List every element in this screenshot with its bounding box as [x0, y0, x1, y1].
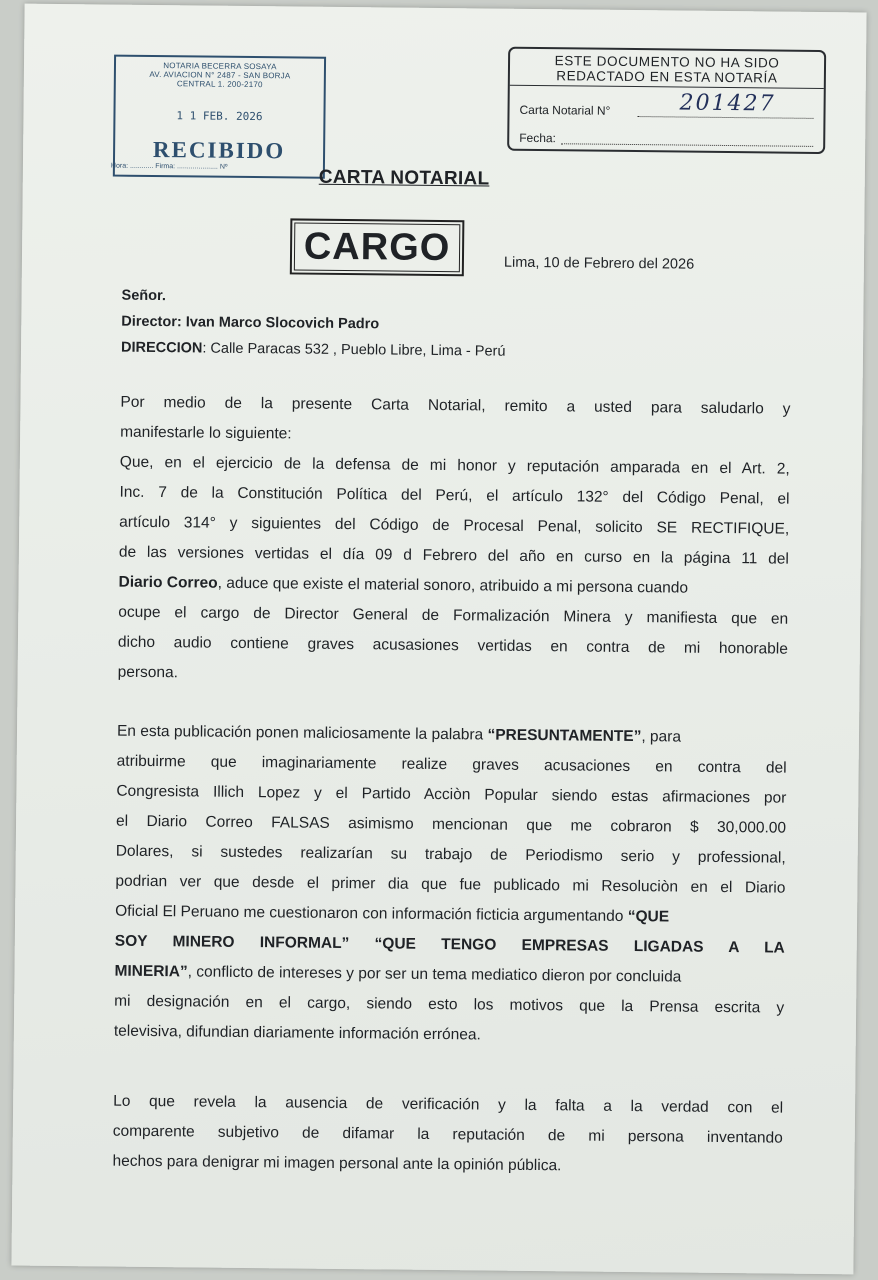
body-line: comparente subjetivo de difamar la reputación de mi persona inventando — [112, 1122, 783, 1147]
stamp-notary-name: NOTARIA BECERRA SOSAYA — [163, 61, 277, 72]
letter-number-line — [637, 116, 813, 119]
body-line-text: , para — [641, 728, 682, 746]
letter-number-label: Carta Notarial N° — [519, 102, 611, 118]
letter-number-handwritten: 201427 — [679, 90, 776, 117]
notary-notice-box — [507, 47, 826, 154]
emphasis-text: “QUE — [627, 907, 670, 926]
recipient-address — [121, 340, 506, 360]
body-line: persona. — [117, 663, 179, 682]
body-line: Que, en el ejercicio de la defensa de mi honor y reputación amparada en el Art. 2, — [119, 453, 790, 478]
newspaper-name: Diario Correo — [118, 573, 218, 592]
body-line: Por medio de la presente Carta Notarial, remito a usted para saludarlo y — [120, 393, 791, 418]
body-line: de las versiones vertidas el día 09 d Febrero del año en curso en la página 11 del — [118, 543, 789, 568]
director-name: Ivan Marco Slocovich Padro — [185, 314, 380, 333]
body-line: Inc. 7 de la Constitución Política del Perú, el artículo 132° del Código Penal, el — [119, 483, 790, 508]
body-paragraph-2 — [114, 717, 787, 1054]
place-date: Lima, 10 de Febrero del 2026 — [503, 254, 695, 273]
body-line: Lo que revela la ausencia de verificación y la falta a la verdad con el — [113, 1092, 784, 1117]
document-heading: CARTA NOTARIAL — [318, 166, 490, 190]
body-line: Dolares, si sustedes realizarían su trabajo de Periodismo serio y professional, — [115, 842, 786, 867]
body-line: mi designación en el cargo, siendo esto los motivos que la Prensa escrita y — [114, 992, 785, 1017]
body-paragraph-3 — [112, 1087, 783, 1184]
address-label: DIRECCION — [120, 339, 203, 357]
date-field-line — [561, 143, 813, 147]
recipient-director — [121, 314, 379, 333]
date-field-label: Fecha: — [519, 130, 557, 146]
cargo-stamp — [290, 218, 465, 276]
body-line: atribuirme que imaginariamente realize graves acusaciones en contra del — [116, 752, 787, 777]
body-line-text: , aduce que existe el material sonoro, atribuido a mi persona cuando — [217, 574, 689, 597]
body-line: artículo 314° y siguientes del Código de Procesal Penal, solicito SE RECTIFIQUE, — [119, 513, 790, 538]
body-line: el Diario Correo FALSAS asimismo mencionan que me cobraron $ 30,000.00 — [115, 812, 787, 837]
body-line: ocupe el cargo de Director General de Formalización Minera y manifiesta que en — [118, 603, 789, 628]
stamp-notary-address: AV. AVIACION N° 2487 - SAN BORJA — [149, 69, 291, 81]
letter-page — [11, 4, 866, 1275]
emphasis-text: “PRESUNTAMENTE” — [487, 726, 642, 746]
stamp-header — [116, 61, 324, 90]
director-label: Director: — [121, 313, 182, 331]
salutation: Señor. — [121, 287, 166, 305]
body-line: podrian ver que desde el primer dia que fue publicado mi Resoluciòn en el Diario — [115, 872, 786, 897]
stamp-footer: Hora: ............ Firma: ..................... Nº — [110, 162, 228, 171]
received-stamp — [110, 55, 326, 179]
notice-line-1: ESTE DOCUMENTO NO HA SIDO — [554, 53, 780, 71]
emphasis-text: MINERIA” — [114, 962, 188, 981]
body-line-text: En esta publicación ponen maliciosamente la palabra — [116, 722, 488, 744]
body-line: Congresista Illich Lopez y el Partido Acciòn Popular siendo estas afirmaciones por — [116, 782, 787, 807]
body-line: dicho audio contiene graves acusasiones vertidas en contra de mi honorable — [117, 633, 789, 658]
stamp-date: 1 1 FEB. 2026 — [176, 109, 263, 124]
stamp-notary-phone: CENTRAL 1. 200-2170 — [176, 79, 263, 90]
stamp-status: RECIBIDO — [152, 136, 286, 164]
body-line: televisiva, difundian diariamente información errónea. — [113, 1022, 481, 1044]
body-line-emphasis: SOY MINERO INFORMAL” “QUE TENGO EMPRESAS LIGADAS A LA — [114, 932, 785, 957]
body-line: manifestarle lo siguiente: — [120, 423, 292, 443]
body-line: hechos para denigrar mi imagen personal ante la opinión pública. — [112, 1152, 562, 1175]
cargo-label: CARGO — [294, 222, 460, 272]
address-value: : Calle Paracas 532 , Pueblo Libre, Lima - Perú — [202, 340, 506, 360]
body-line-text: Oficial El Peruano me cuestionaron con información ficticia argumentando — [115, 902, 628, 925]
body-paragraph-1 — [117, 388, 790, 695]
body-line-text: , conflicto de intereses y por ser un tema mediatico dieron por concluida — [187, 963, 682, 986]
notice-line-2: REDACTADO EN ESTA NOTARÍA — [556, 68, 778, 86]
